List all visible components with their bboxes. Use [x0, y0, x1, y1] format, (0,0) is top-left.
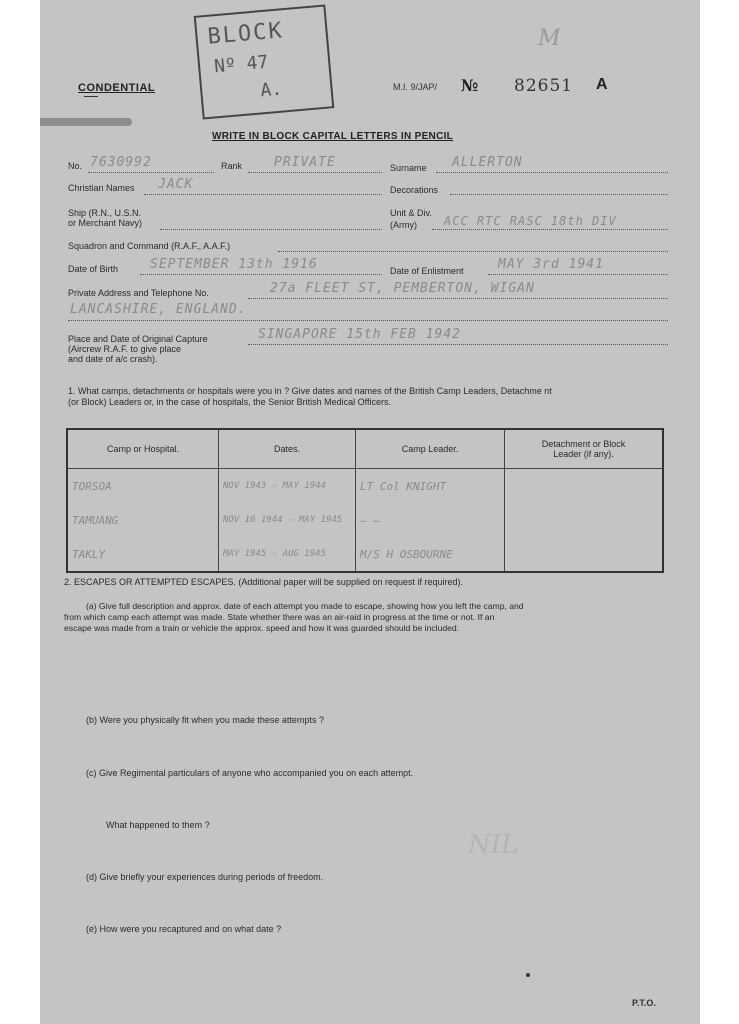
decorations-label: Decorations	[390, 185, 439, 195]
camps-table-header-row	[67, 429, 663, 469]
nil-mark: NIL	[468, 830, 519, 860]
cell-leader: M/S H OSBOURNE	[356, 537, 505, 572]
date-of-birth-value: SEPTEMBER 13th 1916	[150, 257, 318, 272]
address-value-line-1: 27a FLEET ST, PEMBERTON, WIGAN	[270, 281, 535, 296]
rank-label: Rank	[221, 161, 243, 171]
line-dob	[140, 274, 382, 275]
cell-dates: NOV 1943 - MAY 1944	[219, 469, 356, 504]
question-1-line-1: 1. What camps, detachments or hospitals were you in ? Give dates and names of the British Camp Leaders, Detachme nt	[68, 386, 552, 396]
capture-label-3: and date of a/c crash).	[68, 354, 158, 364]
stamp-line-3: A.	[259, 78, 284, 102]
question-2a-line-2: from which camp each attempt was made. State whether there was an air-raid in progress at the time or not. If an	[64, 612, 495, 622]
capture-label-2: (Aircrew R.A.F. to give place	[68, 344, 182, 354]
header-camp: Camp or Hospital.	[67, 429, 219, 469]
cell-detachment	[505, 503, 664, 537]
question-2e: (e) How were you recaptured and on what date ?	[86, 924, 282, 934]
table-row	[67, 537, 663, 572]
camps-table	[66, 428, 664, 573]
header-detachment-leader: Detachment or Block Leader (if any).	[505, 429, 664, 469]
capture-label-1: Place and Date of Original Capture	[68, 334, 208, 344]
service-number-value: 7630992	[90, 155, 152, 170]
enlistment-value: MAY 3rd 1941	[498, 257, 604, 272]
table-row	[67, 503, 663, 537]
line-capture	[248, 344, 668, 345]
enlistment-label: Date of Enlistment	[390, 266, 464, 276]
unit-label-2: (Army)	[390, 220, 417, 230]
line-rank	[248, 172, 382, 173]
line-christian	[144, 194, 382, 195]
question-1-line-2: (or Block) Leaders or, in the case of hospitals, the Senior British Medical Officers.	[68, 397, 391, 407]
question-2-heading: 2. ESCAPES OR ATTEMPTED ESCAPES. (Additional paper will be supplied on request if required).	[64, 577, 464, 587]
classification-label: CONDENTIAL	[78, 82, 156, 94]
question-2a-line-1: (a) Give full description and approx. date of each attempt you made to escape, showing how you left the camp, and	[86, 601, 524, 611]
question-2a-line-3: escape was made from a train or vehicle the approx. speed and how it was guarded should be included.	[64, 623, 460, 633]
capture-value: SINGAPORE 15th FEB 1942	[258, 327, 462, 342]
corner-initials: M	[538, 26, 561, 51]
cell-dates: MAY 1945 - AUG 1945	[219, 537, 356, 572]
date-of-birth-label: Date of Birth	[68, 264, 119, 274]
stamp-line-2: Nº 47	[213, 51, 270, 78]
squadron-label: Squadron and Command (R.A.F., A.A.F.)	[68, 241, 231, 251]
cell-leader: LT Col KNIGHT	[356, 469, 505, 504]
rank-value: PRIVATE	[274, 155, 336, 170]
cell-detachment	[505, 537, 664, 572]
cell-camp: TAKLY	[67, 537, 219, 572]
cell-camp: TORSOA	[67, 469, 219, 504]
line-unit	[432, 229, 668, 230]
christian-names-value: JACK	[158, 177, 194, 192]
serial-number: 82651	[514, 76, 574, 96]
cell-dates: NOV 16 1944 - MAY 1945	[219, 503, 356, 537]
arrow-mark	[84, 96, 98, 97]
stamp-line-1: BLOCK	[206, 18, 285, 50]
pto-label: P.T.O.	[632, 998, 656, 1008]
question-2c-followup: What happened to them ?	[106, 820, 210, 830]
table-row	[67, 469, 663, 504]
paper-tab	[40, 118, 132, 126]
surname-label: Surname	[390, 163, 427, 173]
unit-value: ACC RTC RASC 18th DIV	[444, 214, 617, 228]
reference-label: M.I. 9/JAP/	[393, 82, 438, 92]
line-squadron	[278, 251, 668, 252]
block-stamp	[194, 4, 335, 119]
christian-names-label: Christian Names	[68, 183, 135, 193]
serial-suffix: A	[596, 76, 608, 93]
line-address-1	[248, 298, 668, 299]
line-surname	[436, 172, 668, 173]
surname-value: ALLERTON	[452, 155, 523, 170]
ink-dot	[526, 973, 530, 977]
ship-label-2: or Merchant Navy)	[68, 218, 143, 228]
question-2d: (d) Give briefly your experiences during periods of freedom.	[86, 872, 324, 882]
number-symbol: №	[461, 76, 479, 95]
cell-camp: TAMUANG	[67, 503, 219, 537]
line-no	[88, 172, 214, 173]
question-2c: (c) Give Regimental particulars of anyone who accompanied you on each attempt.	[86, 768, 414, 778]
cell-leader: — —	[356, 503, 505, 537]
form-page	[40, 0, 700, 1024]
line-address-2	[68, 320, 668, 321]
line-ship	[160, 229, 382, 230]
address-label: Private Address and Telephone No.	[68, 288, 209, 298]
line-enlist	[488, 274, 668, 275]
service-number-label: No.	[68, 161, 83, 171]
form-instruction: WRITE IN BLOCK CAPITAL LETTERS IN PENCIL	[212, 131, 454, 142]
ship-label-1: Ship (R.N., U.S.N.	[68, 208, 142, 218]
cell-detachment	[505, 469, 664, 504]
address-value-line-2: LANCASHIRE, ENGLAND.	[70, 302, 247, 317]
question-2b: (b) Were you physically fit when you made these attempts ?	[86, 715, 324, 725]
line-decorations	[450, 194, 668, 195]
unit-label-1: Unit & Div.	[390, 208, 432, 218]
header-dates: Dates.	[219, 429, 356, 469]
header-camp-leader: Camp Leader.	[356, 429, 505, 469]
